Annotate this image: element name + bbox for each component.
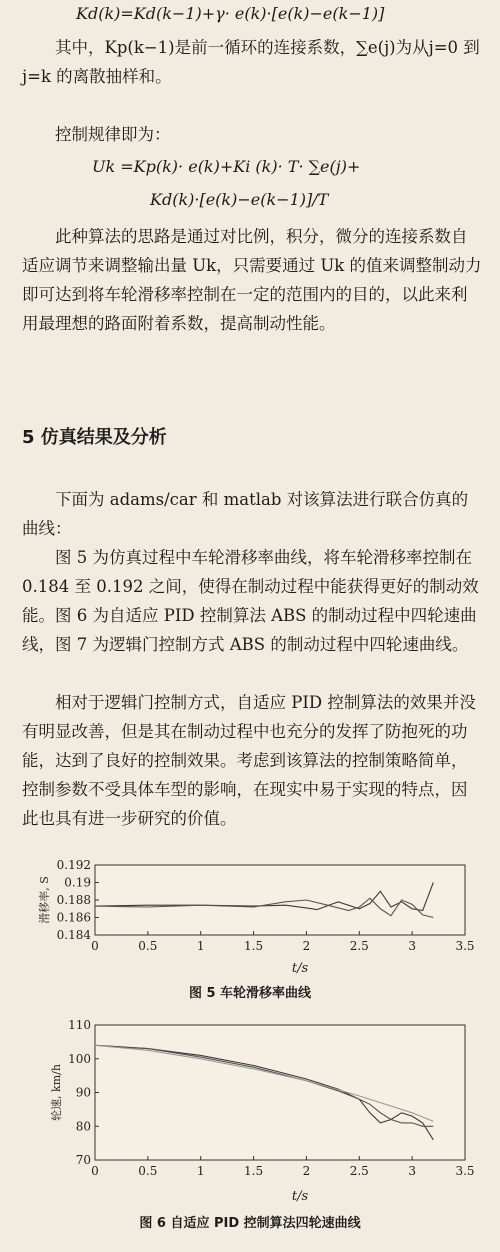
x-tick-label: 0.5 bbox=[138, 939, 158, 953]
x-tick-label: 0 bbox=[91, 939, 99, 953]
y-tick-label: 0.188 bbox=[56, 893, 91, 907]
y-tick-label: 70 bbox=[75, 1153, 91, 1167]
x-tick-label: 0.5 bbox=[138, 1164, 158, 1178]
paragraph-figures: 图 5 为仿真过程中车轮滑移率曲线，将车轮滑移率控制在 0.184 至 0.192 之间，使得在制动过程中能获得更好的制动效能。图 6 为自适应 PID 控制算法 ABS 的制动过程中四轮速曲线，图 7 为逻辑门控制方式 ABS 的制动过程中四轮速曲线。 bbox=[22, 548, 479, 654]
equation-kd: Kd(k)=Kd(k−1)+γ· e(k)·[e(k)−e(k−1)] bbox=[76, 4, 385, 23]
y-tick-label: 90 bbox=[75, 1085, 91, 1100]
x-tick-label: 2.5 bbox=[349, 939, 369, 953]
figure6-wheel-speed-chart bbox=[0, 1015, 500, 1205]
x-tick-label: 3 bbox=[408, 939, 416, 953]
section-heading: 5 仿真结果及分析 bbox=[22, 427, 167, 448]
y-tick-label: 0.186 bbox=[56, 910, 91, 925]
x-axis-label: t/s bbox=[291, 961, 309, 976]
y-tick-label: 100 bbox=[68, 1051, 91, 1066]
paragraph-kp: 其中，Kp(k−1)是前一循环的连接系数，∑e(j)为从j=0 到j=k 的离散抽样和。 bbox=[22, 38, 480, 86]
figure6-caption: 图 6 自适应 PID 控制算法四轮速曲线 bbox=[139, 1216, 361, 1231]
plot-frame bbox=[95, 1025, 465, 1160]
equation-uk-line1: Uk =Kp(k)· e(k)+Ki (k)· T· ∑e(j)+ bbox=[92, 157, 361, 176]
x-tick-label: 2 bbox=[302, 1164, 311, 1178]
x-tick-label: 0 bbox=[91, 1164, 99, 1178]
y-tick-label: 0.192 bbox=[56, 858, 91, 872]
figure5-caption: 图 5 车轮滑移率曲线 bbox=[188, 986, 312, 1001]
equation-uk-line2: Kd(k)·[e(k)−e(k−1)]/T bbox=[150, 190, 329, 209]
paragraph-control-law: 控制规律即为： bbox=[55, 125, 171, 144]
x-tick-label: 1 bbox=[196, 939, 205, 953]
x-tick-label: 3.5 bbox=[455, 939, 475, 953]
figure5-slip-rate-chart bbox=[0, 855, 500, 980]
x-tick-label: 1.5 bbox=[244, 939, 264, 953]
x-axis-label: t/s bbox=[291, 1189, 309, 1204]
y-axis-label: 轮速, km/h bbox=[50, 1064, 63, 1121]
x-tick-label: 3.5 bbox=[455, 1164, 475, 1178]
x-tick-label: 1 bbox=[196, 1164, 205, 1178]
y-axis-label: 滑移率, S bbox=[38, 876, 51, 924]
x-tick-label: 3 bbox=[408, 1164, 416, 1178]
y-tick-label: 0.184 bbox=[56, 928, 91, 942]
x-tick-label: 1.5 bbox=[244, 1164, 264, 1178]
x-tick-label: 2 bbox=[302, 939, 311, 953]
paragraph-intro: 下面为 adams/car 和 matlab 对该算法进行联合仿真的曲线： bbox=[22, 490, 469, 538]
y-tick-label: 110 bbox=[68, 1018, 91, 1032]
plot-frame bbox=[95, 865, 465, 935]
y-tick-label: 80 bbox=[75, 1119, 91, 1134]
y-tick-label: 0.19 bbox=[64, 875, 91, 890]
paragraph-comparison: 相对于逻辑门控制方式，自适应 PID 控制算法的效果并没有明显改善，但是其在制动过程中也充分的发挥了防抱死的功能，达到了良好的控制效果。考虑到该算法的控制策略简单，控制参数不受具体车型的影响，在现实中易于实现的特点，因此也具有进一步研究的价值。 bbox=[22, 693, 476, 828]
x-tick-label: 2.5 bbox=[349, 1164, 369, 1178]
paragraph-algorithm-idea: 此种算法的思路是通过对比例，积分，微分的连接系数自适应调节来调整输出量 Uk，只需要通过 Uk 的值来调整制动力即可达到将车轮滑移率控制在一定的范围内的目的，以此来利用最理想的路面附着系数，提高制动性能。 bbox=[22, 227, 482, 333]
